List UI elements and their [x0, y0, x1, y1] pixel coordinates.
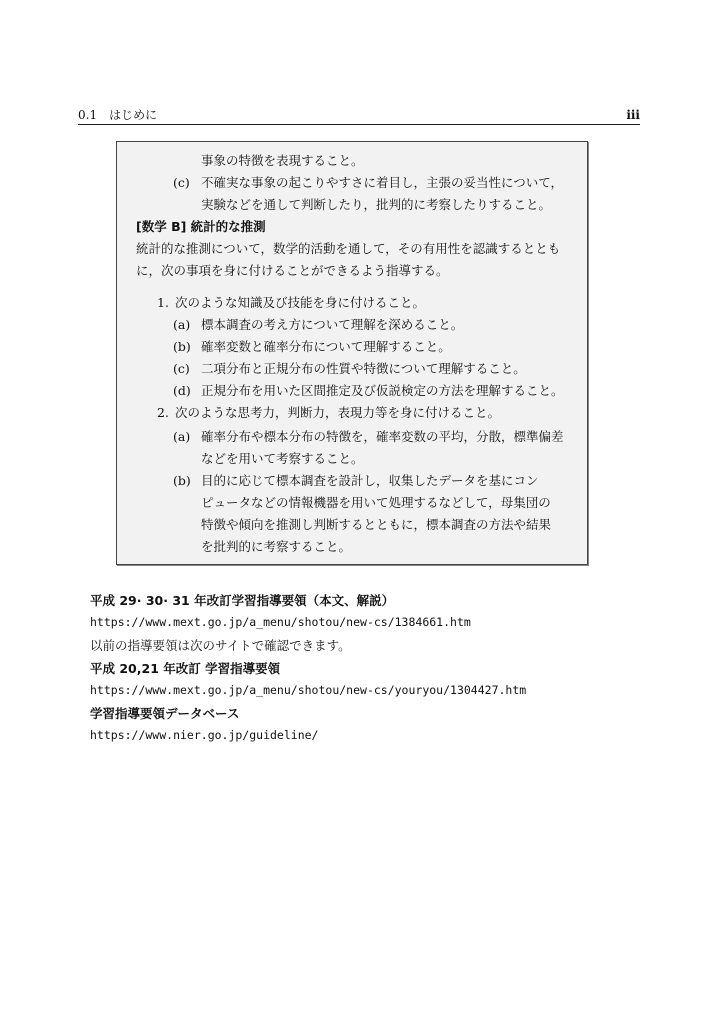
sub-item-text: などを用いて考察すること。	[201, 451, 364, 466]
reference-url[interactable]: https://www.mext.go.jp/a_menu/shotou/new-cs/1384661.htm	[90, 615, 471, 629]
sub-item-text: 標本調査の考え方について理解を深めること。	[201, 317, 464, 332]
sub-item-text: 目的に応じて標本調査を設計し，収集したデータを基にコン	[201, 473, 539, 488]
item-c-line: 不確実な事象の起こりやすさに着目し，主張の妥当性について，	[201, 175, 564, 190]
sub-item-label: (a)	[173, 317, 191, 332]
curriculum-excerpt-box	[116, 141, 588, 565]
page-number: iii	[626, 108, 640, 122]
sub-item-text: 二項分布と正規分布の性質や特徴について理解すること。	[201, 361, 526, 376]
sub-item-label: (b)	[173, 473, 191, 488]
running-header	[78, 107, 640, 125]
reference-url[interactable]: https://www.nier.go.jp/guideline/	[90, 728, 319, 742]
sub-item-text: ピュータなどの情報機器を用いて処理するなどして，母集団の	[201, 495, 551, 510]
reference-title: 学習指導要領データベース	[90, 706, 240, 721]
reference-title: 平成 20,21 年改訂 学習指導要領	[90, 661, 281, 676]
section-heading: [数学 B] 統計的な推測	[136, 219, 266, 234]
item-c-label: (c)	[173, 175, 190, 190]
list-number: 2.	[157, 405, 169, 420]
reference-note: 以前の指導要領は次のサイトで確認できます。	[90, 638, 351, 653]
sub-item-text: を批判的に考察すること。	[201, 539, 352, 554]
sub-item-text: 確率分布や標本分布の特徴を，確率変数の平均，分散，標準偏差	[201, 429, 564, 444]
intro-paragraph-line: 統計的な推測について，数学的活動を通して，その有用性を認識するととも	[136, 241, 561, 256]
sub-item-text: 確率変数と確率分布について理解すること。	[201, 339, 451, 354]
box-line: 事象の特徴を表現すること。	[201, 153, 364, 168]
sub-item-label: (a)	[173, 429, 191, 444]
sub-item-text: 特徴や傾向を推測し判断するとともに，標本調査の方法や結果	[201, 517, 552, 532]
list-item-text: 次のような思考力，判断力，表現力等を身に付けること。	[175, 405, 501, 420]
reference-title: 平成 29· 30· 31 年改訂学習指導要領（本文、解説）	[90, 593, 395, 608]
list-number: 1.	[157, 295, 169, 310]
intro-paragraph-line: に，次の事項を身に付けることができるよう指導する。	[136, 263, 449, 278]
sub-item-label: (c)	[173, 361, 190, 376]
reference-url[interactable]: https://www.mext.go.jp/a_menu/shotou/new-cs/youryou/1304427.htm	[90, 683, 527, 697]
section-title: 0.1 はじめに	[78, 108, 158, 122]
sub-item-text: 正規分布を用いた区間推定及び仮説検定の方法を理解すること。	[201, 383, 564, 398]
sub-item-label: (d)	[173, 383, 191, 398]
sub-item-label: (b)	[173, 339, 191, 354]
list-item-text: 次のような知識及び技能を身に付けること。	[175, 295, 426, 310]
item-c-line: 実験などを通して判断したり，批判的に考察したりすること。	[201, 197, 552, 212]
